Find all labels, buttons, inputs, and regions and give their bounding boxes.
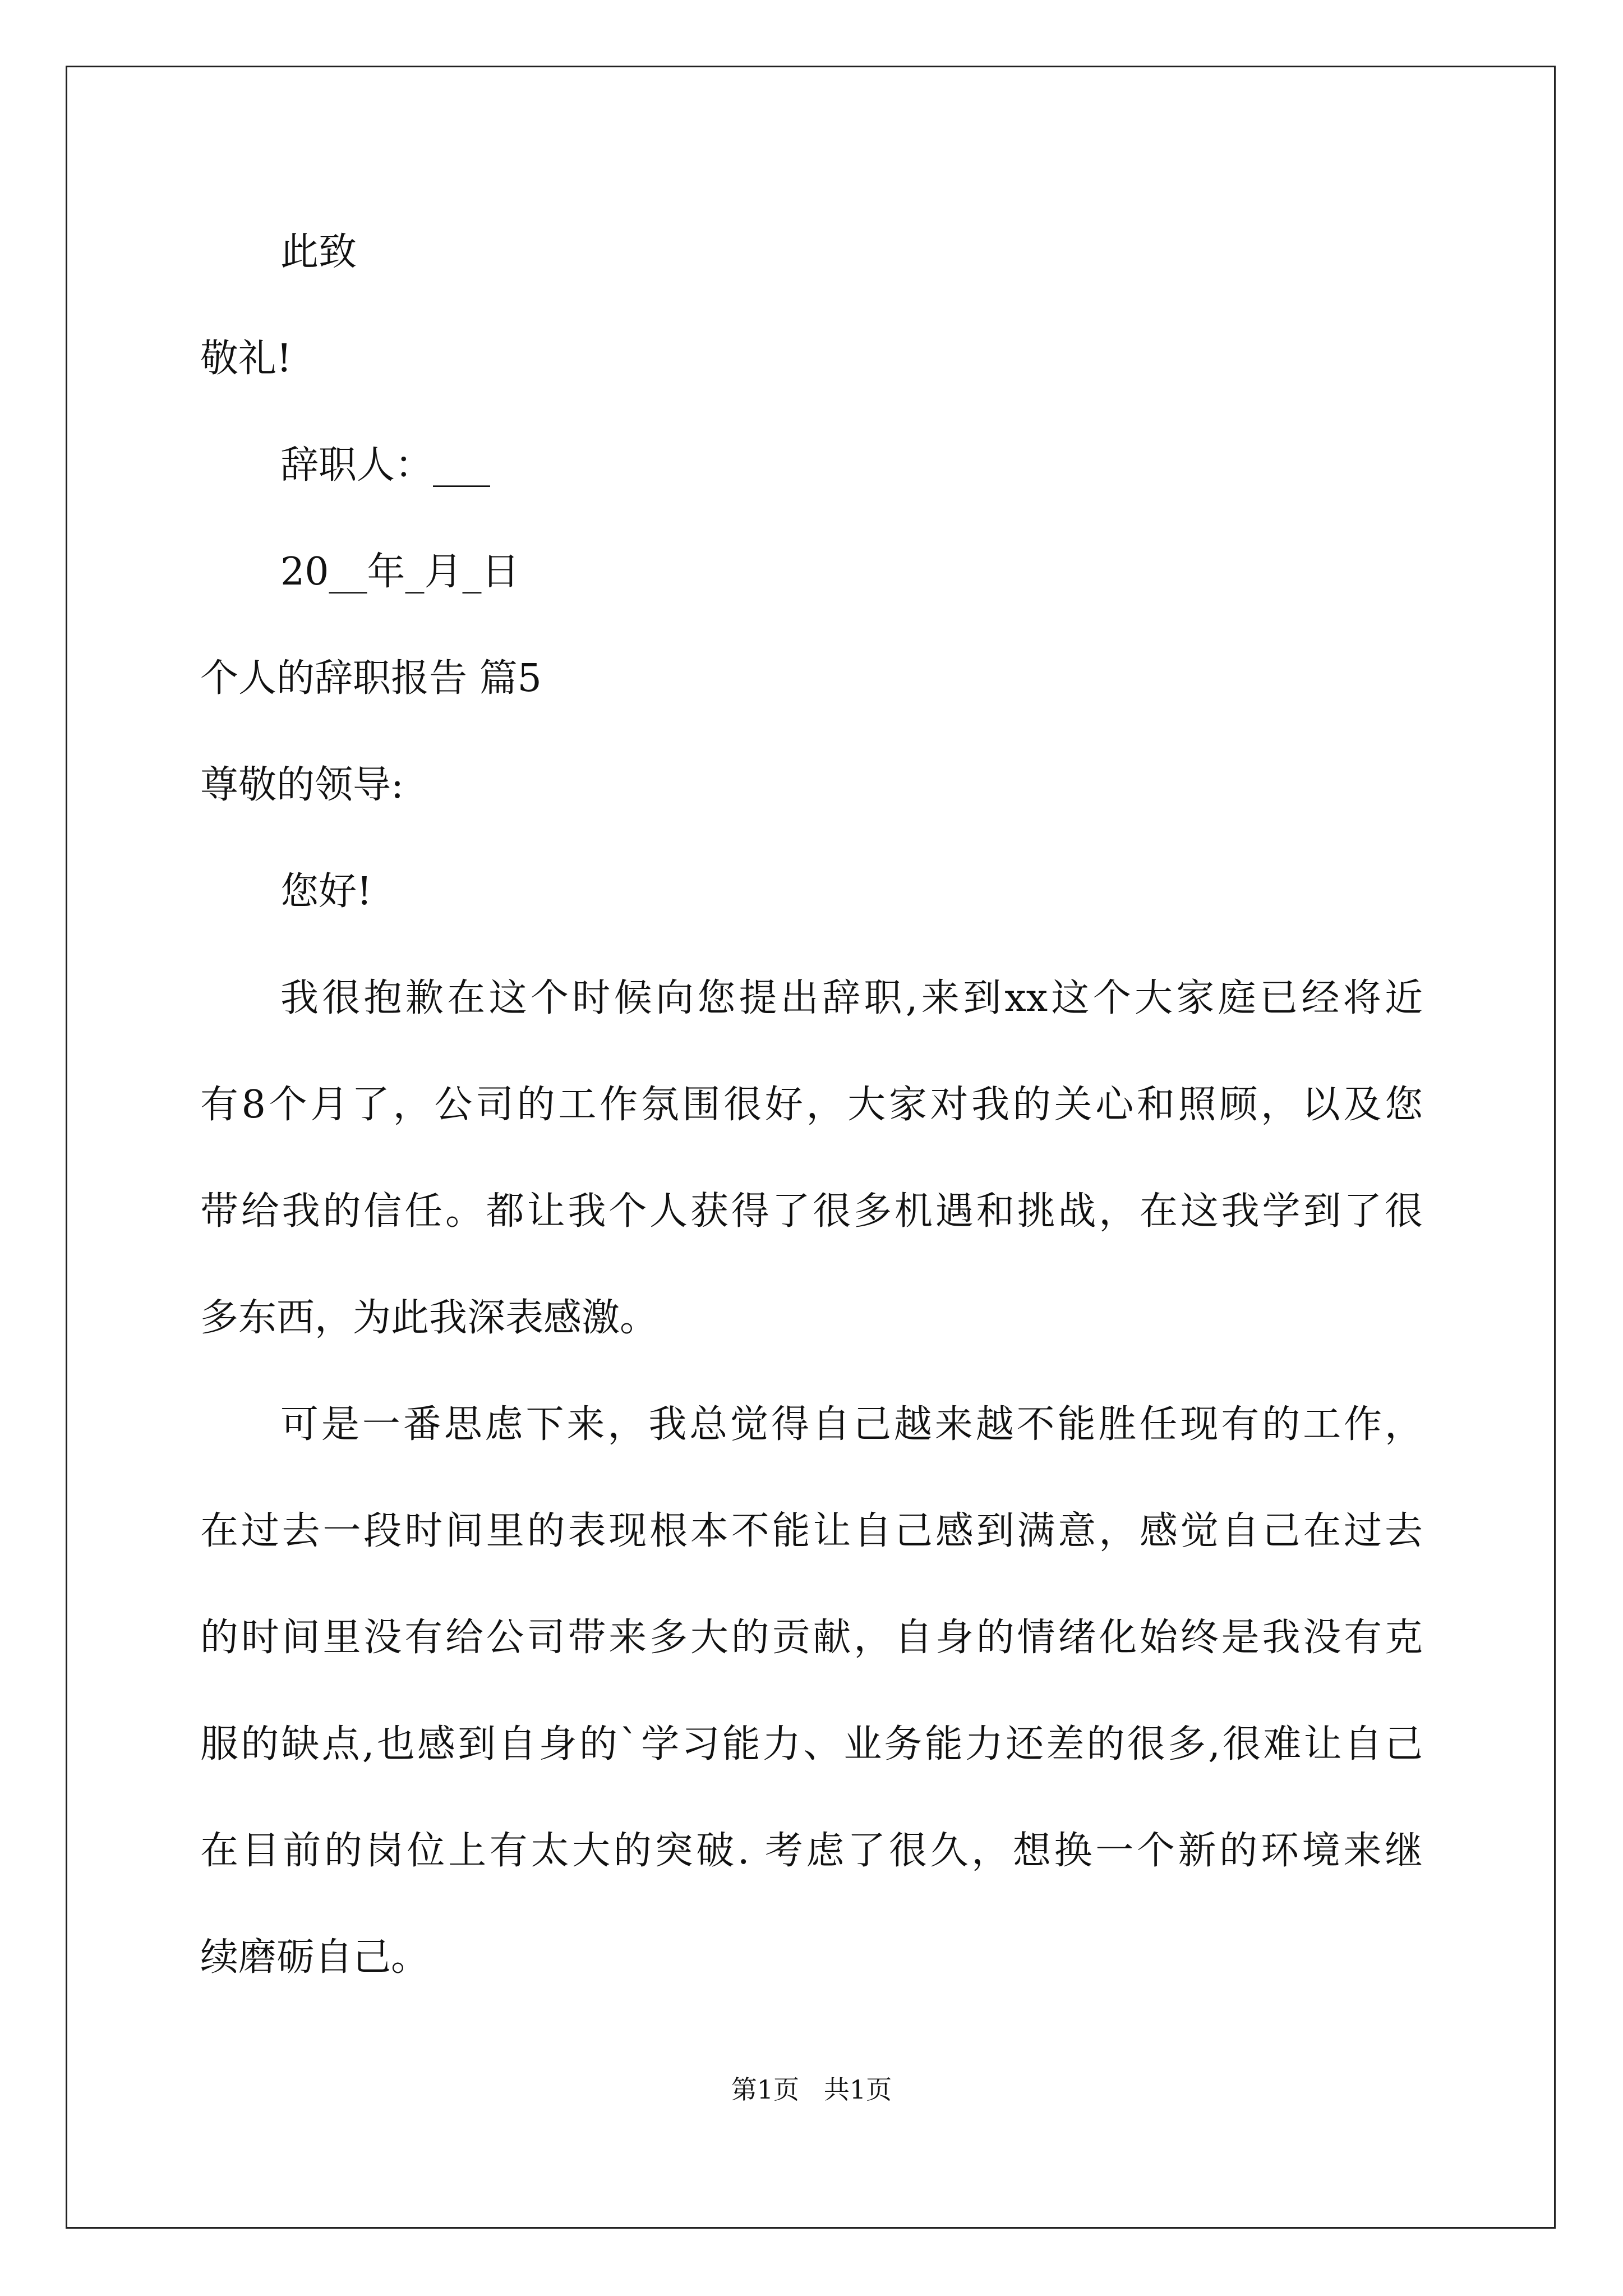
- paragraph-line: 带给我的信任。都让我个人获得了很多机遇和挑战，在这我学到了很: [200, 1189, 1423, 1234]
- page-number-footer: 第1页 共1页: [731, 2074, 892, 2105]
- paragraph-line: 可是一番思虑下来，我总觉得自己越来越不能胜任现有的工作，: [280, 1402, 1423, 1447]
- page-border: [66, 66, 1556, 2229]
- date-line: 20__年_月_日: [280, 550, 520, 594]
- salutation: 尊敬的领导:: [200, 763, 404, 807]
- paragraph-line: 续磨砺自己。: [200, 1935, 430, 1980]
- paragraph-line: 有8个月了，公司的工作氛围很好，大家对我的关心和照顾，以及您: [200, 1083, 1423, 1127]
- closing-ci-zhi: 此致: [280, 230, 357, 274]
- paragraph-line: 的时间里没有给公司带来多大的贡献，自身的情绪化始终是我没有克: [200, 1616, 1423, 1660]
- greeting: 您好!: [280, 869, 372, 914]
- paragraph-line: 在过去一段时间里的表现根本不能让自己感到满意，感觉自己在过去: [200, 1509, 1423, 1553]
- section-title: 个人的辞职报告 篇5: [200, 656, 542, 701]
- paragraph-line: 我很抱歉在这个时候向您提出辞职,来到xx这个大家庭已经将近: [280, 976, 1423, 1020]
- resigner-line: 辞职人：___: [280, 443, 491, 487]
- paragraph-line: 在目前的岗位上有太大的突破. 考虑了很久，想换一个新的环境来继: [200, 1829, 1423, 1873]
- paragraph-line: 服的缺点,也感到自身的`学习能力、业务能力还差的很多,很难让自己: [200, 1722, 1423, 1766]
- closing-jing-li: 敬礼!: [200, 337, 292, 381]
- paragraph-line: 多东西，为此我深表感激。: [200, 1296, 658, 1340]
